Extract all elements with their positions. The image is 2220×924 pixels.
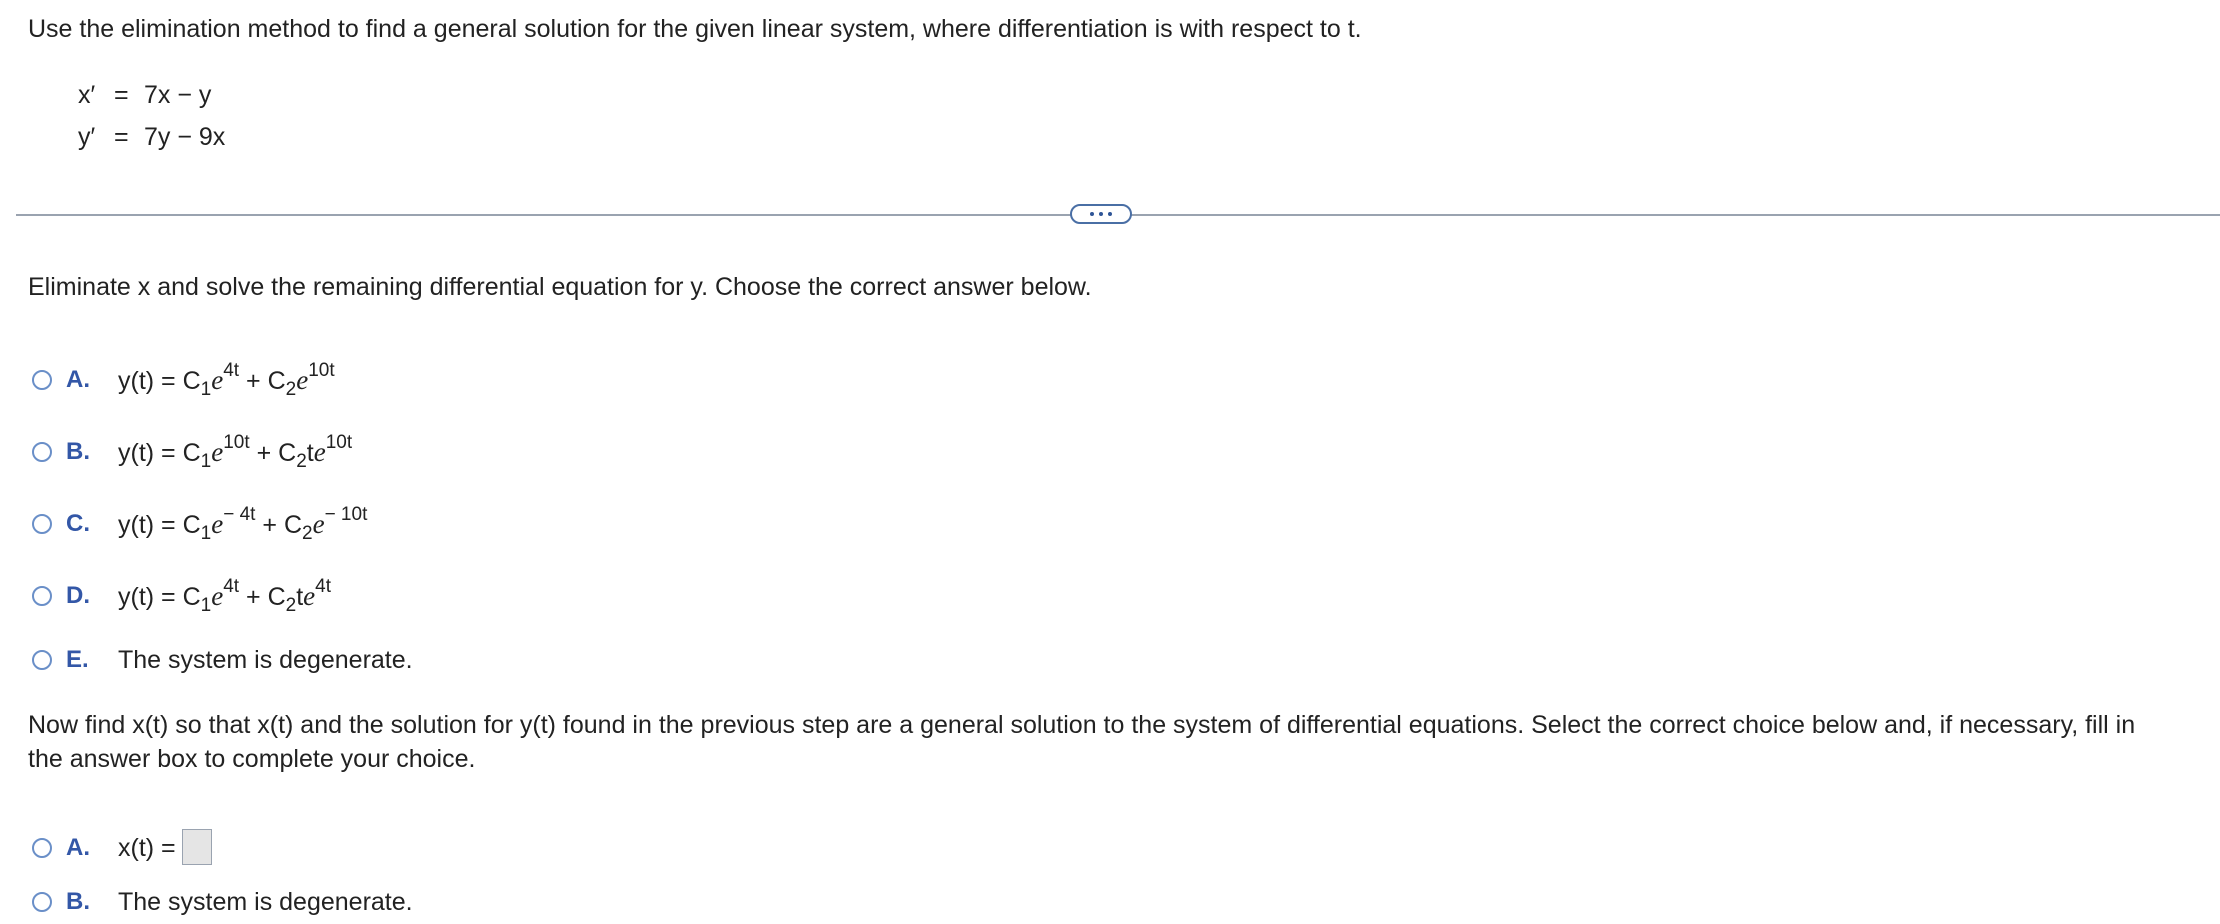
answer-input-box[interactable] — [182, 829, 212, 865]
option-formula — [118, 828, 212, 868]
option-formula — [118, 576, 331, 617]
formula-exponent: − 4t — [223, 504, 256, 526]
ellipsis-icon — [1099, 212, 1103, 216]
radio-button[interactable] — [32, 650, 52, 670]
option-text: The system is degenerate. — [118, 888, 413, 916]
formula-subscript: 2 — [302, 522, 313, 544]
formula-exponent: 10t — [223, 432, 250, 454]
euler-e: e — [211, 436, 224, 467]
formula-prefix: y(t) = C — [118, 582, 201, 611]
part2-prompt-line1: Now find x(t) so that x(t) and the solution for y(t) found in the previous step are a general solution to the system of differential equations. Select the correct choice below and, if necessary, fill in — [28, 711, 2136, 739]
option-letter: E. — [66, 646, 89, 673]
formula-label: x(t) = — [118, 834, 176, 862]
formula-exponent: 10t — [308, 360, 335, 382]
ellipsis-icon — [1090, 212, 1094, 216]
equation-lhs: x′ — [78, 81, 96, 109]
formula-exponent: − 10t — [324, 504, 368, 526]
part1-option-b[interactable] — [32, 432, 352, 472]
equation-equals: = — [114, 81, 129, 109]
formula-exponent: 4t — [223, 360, 240, 382]
option-text: The system is degenerate. — [118, 646, 413, 674]
option-letter: A. — [66, 834, 90, 861]
euler-e: e — [211, 364, 224, 395]
formula-subscript: 1 — [200, 450, 212, 472]
euler-e: e — [296, 364, 309, 395]
formula-subscript: 1 — [200, 378, 212, 400]
formula-prefix: y(t) = C — [118, 510, 201, 539]
radio-button[interactable] — [32, 442, 52, 462]
equation-rhs: 7y − 9x — [144, 123, 226, 151]
euler-e: e — [211, 508, 224, 539]
option-formula — [118, 360, 335, 401]
formula-mid: + C — [249, 438, 297, 467]
radio-button[interactable] — [32, 838, 52, 858]
formula-prefix: y(t) = C — [118, 438, 201, 467]
option-letter: A. — [66, 366, 90, 393]
formula-exponent: 10t — [325, 432, 353, 454]
part1-option-c[interactable] — [32, 504, 367, 544]
radio-button[interactable] — [32, 370, 52, 390]
equation-equals: = — [114, 123, 129, 151]
formula-mid: + C — [239, 582, 286, 611]
option-letter: C. — [66, 510, 90, 537]
part1-option-a[interactable] — [32, 360, 335, 400]
euler-e: e — [313, 436, 326, 467]
expand-more-button[interactable] — [1070, 204, 1132, 224]
radio-button[interactable] — [32, 514, 52, 534]
radio-button[interactable] — [32, 892, 52, 912]
formula-mid: + C — [255, 510, 302, 539]
formula-exponent: 4t — [223, 576, 240, 598]
formula-t: t — [296, 582, 304, 611]
equation-lhs: y′ — [78, 123, 96, 151]
part2-option-b[interactable] — [32, 882, 413, 922]
option-formula — [118, 504, 367, 545]
euler-e: e — [303, 580, 316, 611]
formula-exponent: 4t — [315, 576, 331, 598]
euler-e: e — [312, 508, 325, 539]
option-letter: B. — [66, 888, 90, 915]
formula-subscript: 1 — [200, 594, 212, 616]
ellipsis-icon — [1108, 212, 1112, 216]
equation-rhs: 7x − y — [144, 81, 212, 109]
formula-subscript: 2 — [285, 378, 297, 400]
option-formula — [118, 432, 352, 473]
part2-option-a[interactable] — [32, 828, 212, 868]
formula-mid: + C — [239, 366, 286, 395]
radio-button[interactable] — [32, 586, 52, 606]
option-letter: B. — [66, 438, 90, 465]
formula-t: t — [306, 438, 314, 467]
part2-prompt-line2: the answer box to complete your choice. — [28, 745, 476, 773]
formula-subscript: 2 — [296, 450, 307, 472]
option-letter: D. — [66, 582, 90, 609]
euler-e: e — [211, 580, 224, 611]
part1-prompt: Eliminate x and solve the remaining differential equation for y. Choose the correct answer below. — [28, 273, 1092, 301]
formula-subscript: 2 — [285, 594, 297, 616]
formula-prefix: y(t) = C — [118, 366, 201, 395]
formula-subscript: 1 — [200, 522, 212, 544]
question-intro: Use the elimination method to find a general solution for the given linear system, where differentiation is with respect to t. — [28, 15, 1362, 43]
part1-option-e[interactable] — [32, 640, 413, 680]
part1-option-d[interactable] — [32, 576, 331, 616]
